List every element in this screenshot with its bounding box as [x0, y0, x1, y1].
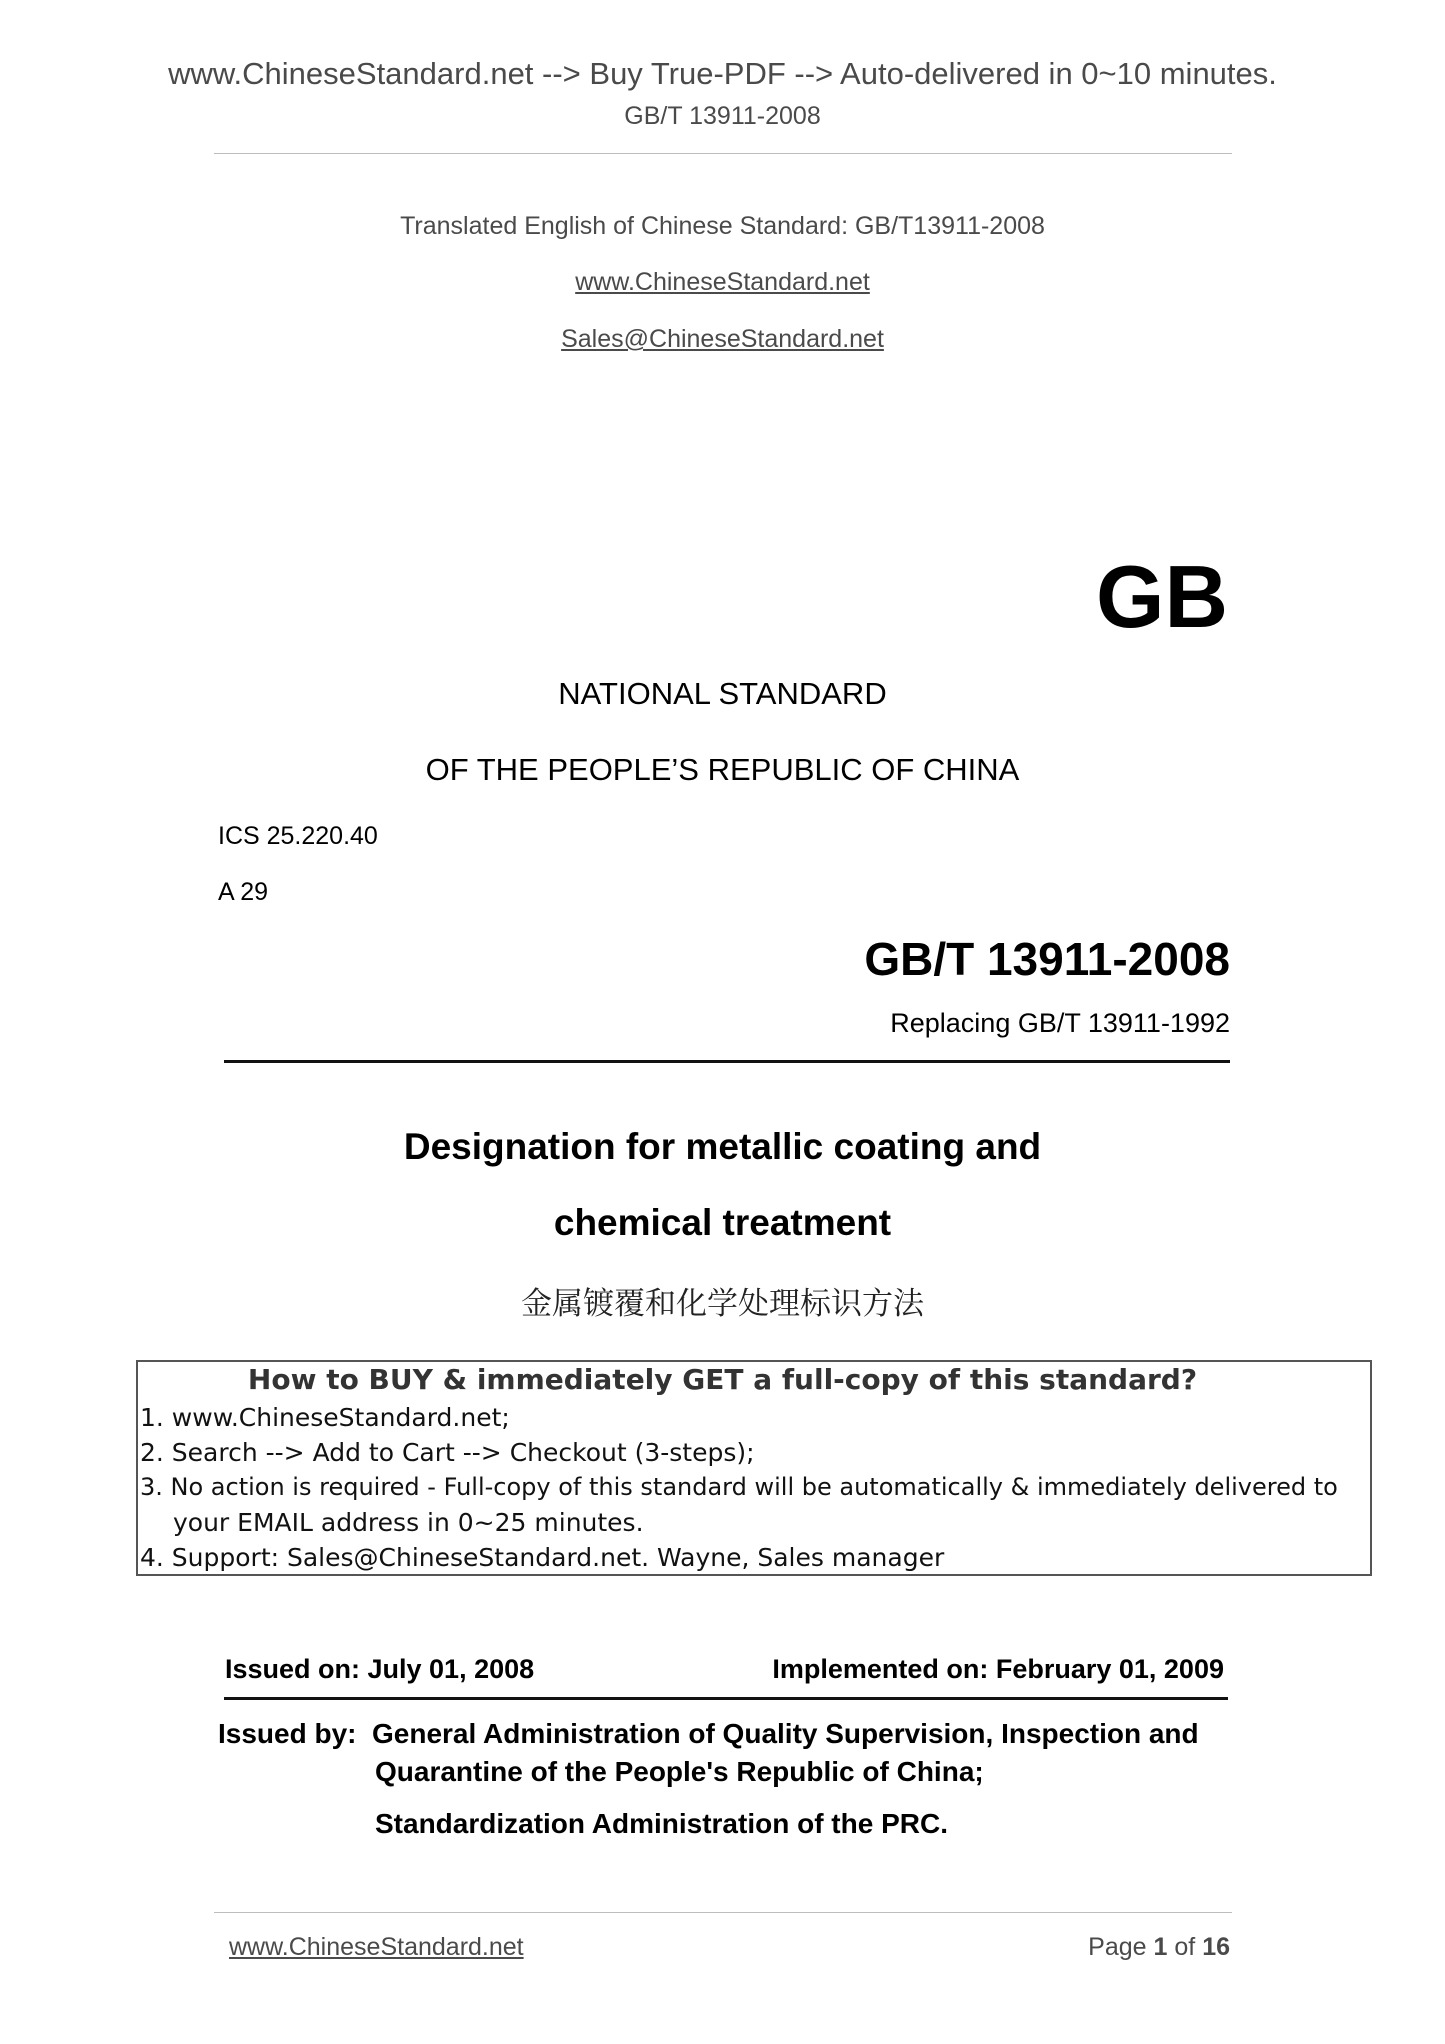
buy-box-heading: How to BUY & immediately GET a full-copy of this standard? [247, 1363, 1198, 1396]
footer-divider [214, 1912, 1232, 1913]
translated-line: Translated English of Chinese Standard: GB/T13911-2008 [400, 212, 1045, 240]
title-line2: chemical treatment [553, 1202, 892, 1243]
ics-code: ICS 25.220.40 [218, 822, 378, 850]
title-chinese: 金属镀覆和化学处理标识方法 [521, 1286, 924, 1322]
national-standard-line1: NATIONAL STANDARD [558, 676, 887, 711]
buy-box-item: 1. www.ChineseStandard.net; [140, 1403, 510, 1432]
website-link[interactable]: www.ChineseStandard.net [575, 268, 870, 296]
gb-logo: GB [1096, 547, 1228, 646]
footer-website-link[interactable]: www.ChineseStandard.net [229, 1933, 524, 1961]
a-code: A 29 [218, 878, 269, 906]
page-total: 16 [1202, 1933, 1230, 1961]
national-standard-line2: OF THE PEOPLE’S REPUBLIC OF CHINA [425, 752, 1020, 787]
issued-date: Issued on: July 01, 2008 [225, 1654, 535, 1684]
replacing-line: Replacing GB/T 13911-1992 [890, 1008, 1230, 1038]
dates-divider [224, 1697, 1228, 1700]
header-top-line: www.ChineseStandard.net --> Buy True-PDF --> Auto-delivered in 0~10 minutes. [168, 56, 1277, 91]
standard-number: GB/T 13911-2008 [864, 933, 1230, 985]
buy-box-item: 2. Search --> Add to Cart --> Checkout (3-steps); [140, 1438, 755, 1467]
title-line1: Designation for metallic coating and [403, 1126, 1042, 1167]
page-indicator [900, 1933, 1230, 1962]
issued-by-line2: Quarantine of the People's Republic of China; [375, 1756, 984, 1787]
issued-by-line1: General Administration of Quality Supervision, Inspection and [372, 1718, 1199, 1749]
page-number: 1 [1153, 1933, 1168, 1961]
page-prefix: Page [1088, 1933, 1147, 1961]
page-of: of [1174, 1933, 1196, 1961]
number-divider [224, 1060, 1230, 1063]
implemented-date: Implemented on: February 01, 2009 [772, 1654, 1224, 1684]
header-doc-code: GB/T 13911-2008 [624, 102, 821, 130]
issued-by-label: Issued by: [218, 1718, 357, 1749]
buy-box-item: 4. Support: Sales@ChineseStandard.net. Wayne, Sales manager [140, 1543, 945, 1572]
buy-box-item: 3. No action is required - Full-copy of this standard will be automatically & immediately delivered to [140, 1473, 1338, 1501]
issued-by-line3: Standardization Administration of the PRC. [375, 1808, 948, 1839]
header-divider [214, 153, 1232, 154]
email-link[interactable]: Sales@ChineseStandard.net [561, 325, 884, 353]
buy-box-item: your EMAIL address in 0~25 minutes. [173, 1508, 644, 1537]
